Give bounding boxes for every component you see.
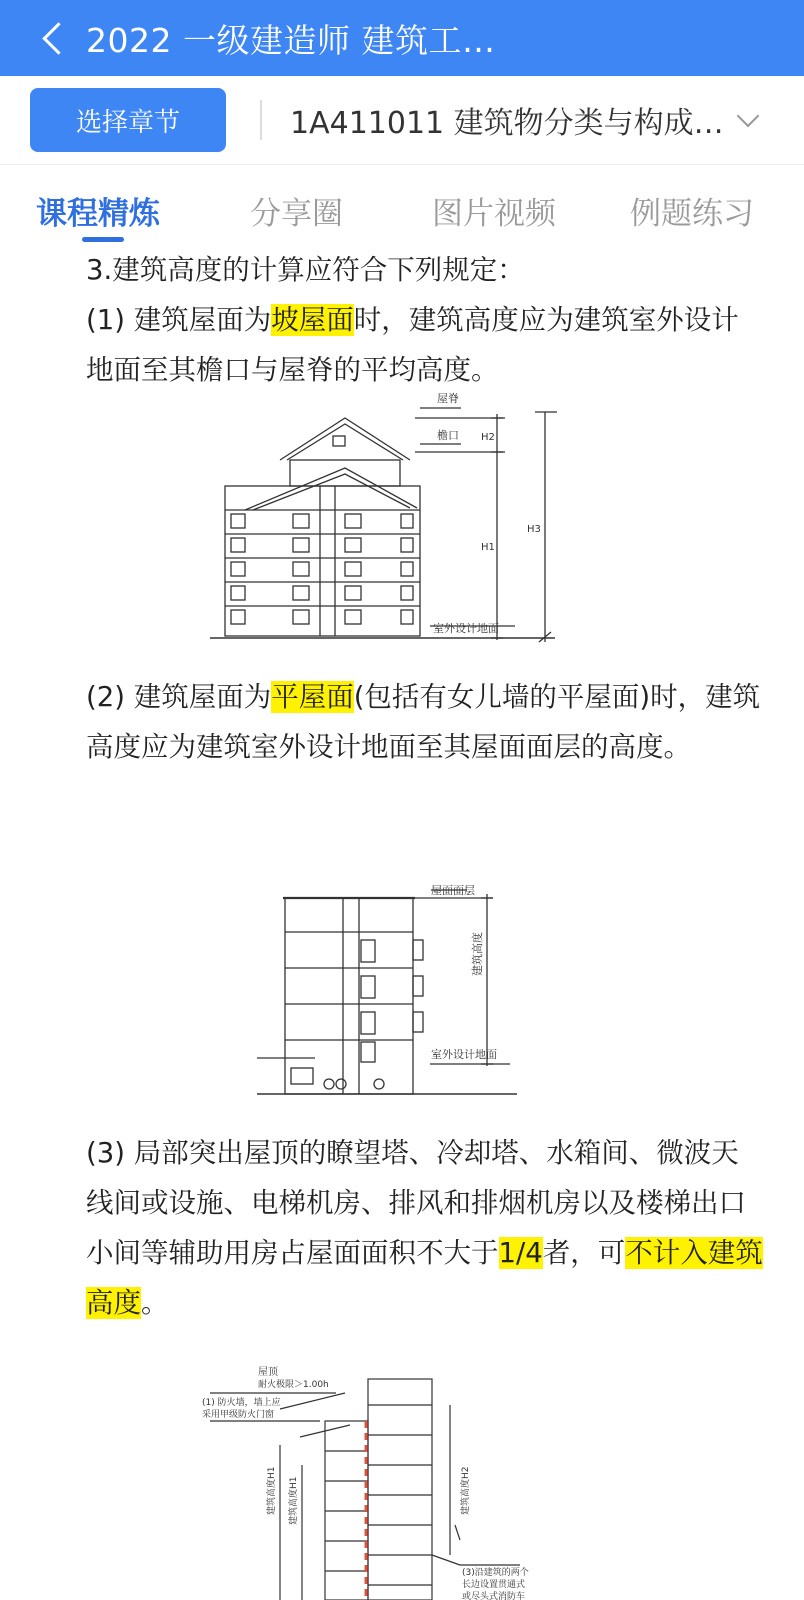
firewall-label-2: 采用甲级防火门窗 bbox=[202, 1410, 275, 1420]
tab-course-refine[interactable]: 课程精炼 bbox=[36, 196, 160, 232]
chapter-title-select[interactable]: 1A411011 建筑物分类与构成… bbox=[290, 106, 724, 141]
figure-roof-structure bbox=[200, 1365, 580, 1600]
figure-pitched-roof bbox=[205, 390, 575, 652]
eave-label: 檐口 bbox=[437, 429, 459, 442]
tab-bar bbox=[0, 170, 804, 242]
divider bbox=[260, 100, 262, 140]
ground-label: 室外设计地面 bbox=[431, 1048, 497, 1061]
text: (3) 局部突出屋顶的瞭望塔、冷却塔、水箱间、微波天线间或设施、电梯机房、排风和排烟机房以及楼梯出口小间等辅助用房占屋面面积不大于 bbox=[86, 1137, 746, 1269]
h2-label: H2 bbox=[481, 432, 495, 443]
chapter-bar bbox=[0, 76, 804, 165]
building-height-label: 建筑高度 bbox=[471, 932, 484, 976]
h3-label: H3 bbox=[527, 524, 541, 535]
text: 。 bbox=[141, 1287, 169, 1319]
text: (包括有女儿墙的平屋面)时，建筑高度应为建筑室外设计地面至其屋面面层的高度。 bbox=[86, 681, 761, 763]
note-line-2: 长边设置贯通式 bbox=[462, 1580, 526, 1590]
choose-chapter-button[interactable]: 选择章节 bbox=[30, 88, 226, 152]
height-h1-label-2: 建筑高度H1 bbox=[289, 1476, 299, 1525]
active-tab-indicator bbox=[82, 237, 124, 242]
figure-flat-roof bbox=[255, 880, 523, 1110]
article-content-3 bbox=[86, 1128, 766, 1328]
note-line-1: (3)沿建筑的两个 bbox=[462, 1568, 529, 1578]
chevron-down-icon[interactable] bbox=[736, 105, 759, 128]
height-h2-label: 建筑高度H2 bbox=[461, 1466, 471, 1515]
text: (1) 建筑屋面为 bbox=[86, 304, 272, 336]
paragraph-2 bbox=[86, 672, 766, 772]
text: 者，可 bbox=[542, 1237, 626, 1269]
text: (2) 建筑屋面为 bbox=[86, 681, 272, 713]
article-content-2 bbox=[86, 672, 766, 772]
tab-images-videos[interactable]: 图片视频 bbox=[432, 196, 556, 232]
paragraph-3 bbox=[86, 1128, 766, 1328]
page-title: 2022 一级建造师 建筑工… bbox=[86, 20, 496, 60]
highlight: 平屋面 bbox=[271, 681, 354, 713]
text: 时，建筑高度应为建筑室外设计地面至其檐口与屋脊的平均高度。 bbox=[86, 304, 739, 386]
h1-label: H1 bbox=[481, 542, 495, 553]
highlight: 不计入建筑高度 bbox=[86, 1237, 763, 1319]
fire-rating-label: 耐火极限＞1.00h bbox=[258, 1380, 329, 1390]
tab-practice[interactable]: 例题练习 bbox=[630, 196, 754, 232]
back-arrow-icon[interactable] bbox=[38, 23, 68, 53]
tab-share-circle[interactable]: 分享圈 bbox=[250, 196, 343, 232]
highlight: 坡屋面 bbox=[271, 304, 354, 336]
highlight: 1/4 bbox=[498, 1237, 543, 1269]
firewall-label-1: (1) 防火墙，墙上应 bbox=[202, 1398, 281, 1408]
roof-label: 屋顶 bbox=[258, 1367, 278, 1378]
roof-surface-label: 屋面面层 bbox=[431, 884, 475, 897]
height-h1-label: 建筑高度H1 bbox=[267, 1466, 277, 1515]
note-line-3: 或尽头式消防车 bbox=[462, 1592, 526, 1600]
paragraph-1 bbox=[86, 295, 766, 395]
section-heading: 3.建筑高度的计算应符合下列规定： bbox=[86, 254, 525, 286]
ridge-label: 屋脊 bbox=[437, 392, 459, 405]
app-header bbox=[0, 0, 804, 76]
article-content bbox=[86, 245, 766, 395]
ground-label: 室外设计地面 bbox=[433, 622, 499, 635]
